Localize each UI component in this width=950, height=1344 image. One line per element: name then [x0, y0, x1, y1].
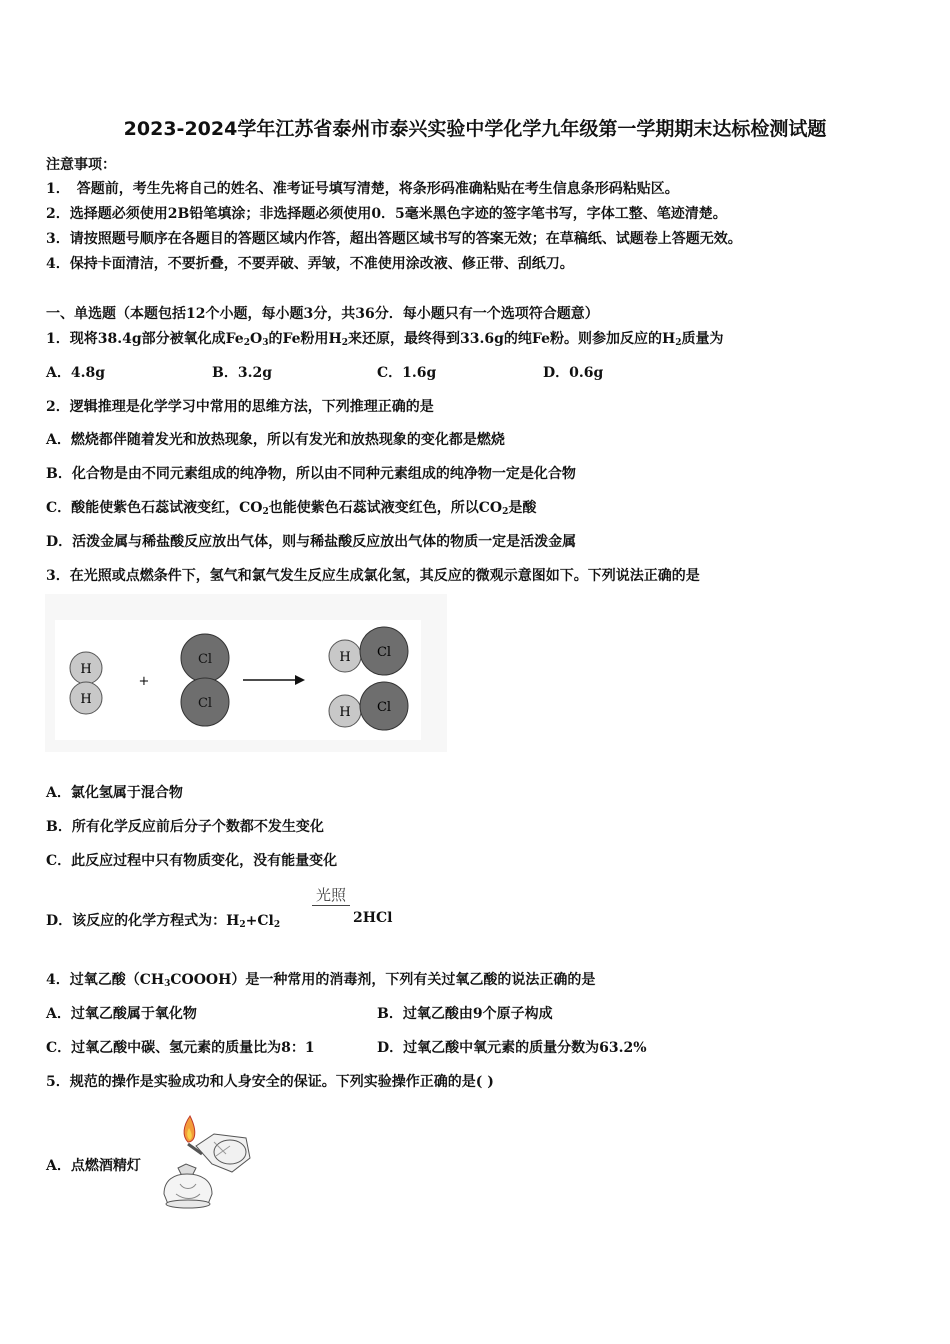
q3-option-b: B．所有化学反应前后分子个数都不发生变化: [46, 819, 324, 835]
question-3-stem: 3．在光照或点燃条件下，氢气和氯气发生反应生成氯化氢，其反应的微观示意图如下。下列说法正确的是: [46, 568, 700, 584]
reaction-diagram: [45, 594, 447, 752]
atom-label-cl: Cl: [376, 645, 392, 660]
atom-label-cl: Cl: [197, 696, 213, 711]
reaction-condition: 光照: [315, 886, 346, 904]
q1-option-b: B．3.2g: [212, 365, 272, 381]
q3-option-d: D．该反应的化学方程式为：$H_2+Cl_2$: [46, 913, 281, 930]
q1-option-a: A．4.8g: [46, 365, 106, 381]
q2-option-d: D．活泼金属与稀盐酸反应放出气体，则与稀盐酸反应放出气体的物质一定是活泼金属: [46, 534, 577, 550]
notice-item: 4．保持卡面清洁，不要折叠，不要弄破、弄皱，不准使用涂改液、修正带、刮纸刀。: [46, 256, 574, 272]
question-2-stem: 2．逻辑推理是化学学习中常用的思维方法，下列推理正确的是: [46, 399, 434, 415]
atom-label-cl: Cl: [376, 700, 392, 715]
q4-option-b: B．过氧乙酸由9个原子构成: [377, 1006, 553, 1022]
notice-item: 3．请按照题号顺序在各题目的答题区域内作答，超出答题区域书写的答案无效；在草稿纸、试题卷上答题无效。: [46, 231, 742, 247]
q4-option-d: D．过氧乙酸中氧元素的质量分数为63.2%: [377, 1040, 647, 1056]
q1-option-c: C．1.6g: [377, 365, 437, 381]
notice-item: 2．选择题必须使用2B铅笔填涂；非选择题必须使用0．5毫米黑色字迹的签字笔书写，字体工整、笔迹清楚。: [46, 206, 727, 222]
question-4-stem: 4．过氧乙酸$(CH_3COOOH)$是一种常用的消毒剂，下列有关过氧乙酸的说法正确的是: [46, 972, 596, 989]
notice-item: 1． 答题前，考生先将自己的姓名、准考证号填写清楚，将条形码准确粘贴在考生信息条形码粘贴区。: [46, 181, 679, 197]
equation-bar: [312, 905, 350, 906]
q3-option-a: A．氯化氢属于混合物: [46, 785, 183, 801]
q2-option-b: B．化合物是由不同元素组成的纯净物，所以由不同种元素组成的纯净物一定是化合物: [46, 466, 576, 482]
q2-option-c: C．酸能使紫色石蕊试液变红，$CO_2$也能使紫色石蕊试液变红色，所以$CO_2$是酸: [46, 500, 537, 517]
alcohol-lamp-illustration: [156, 1108, 256, 1212]
q2-option-a: A．燃烧都伴随着发光和放热现象，所以有发光和放热现象的变化都是燃烧: [46, 432, 505, 448]
plus-sign: +: [138, 674, 150, 689]
q4-option-a: A．过氧乙酸属于氧化物: [46, 1006, 197, 1022]
atom-label-h: H: [80, 662, 92, 677]
page-title: 2023-2024学年江苏省泰州市泰兴实验中学化学九年级第一学期期末达标检测试题: [123, 118, 827, 140]
section-heading: 一、单选题（本题包括12个小题，每小题3分，共36分．每小题只有一个选项符合题意）: [46, 306, 599, 322]
notice-heading: 注意事项：: [46, 157, 116, 173]
atom-label-h: H: [339, 650, 351, 665]
q5-option-a: A．点燃酒精灯: [46, 1158, 141, 1174]
q3-option-c: C．此反应过程中只有物质变化，没有能量变化: [46, 853, 338, 869]
question-5-stem: 5．规范的操作是实验成功和人身安全的保证。下列实验操作正确的是( ): [46, 1074, 494, 1090]
atom-label-cl: Cl: [197, 652, 213, 667]
atom-label-h: H: [339, 705, 351, 720]
atom-label-h: H: [80, 692, 92, 707]
q4-option-c: C．过氧乙酸中碳、氢元素的质量比为8：1: [46, 1040, 315, 1056]
equation-product: 2HCl: [353, 910, 393, 926]
question-1-stem: 1．现将38.4g部分被氧化成$Fe_2O_3$的Fe粉用$H_2$来还原，最终得到33.6g的纯Fe粉。则参加反应的$H_2$质量为: [46, 331, 724, 348]
q1-option-d: D．0.6g: [543, 365, 604, 381]
